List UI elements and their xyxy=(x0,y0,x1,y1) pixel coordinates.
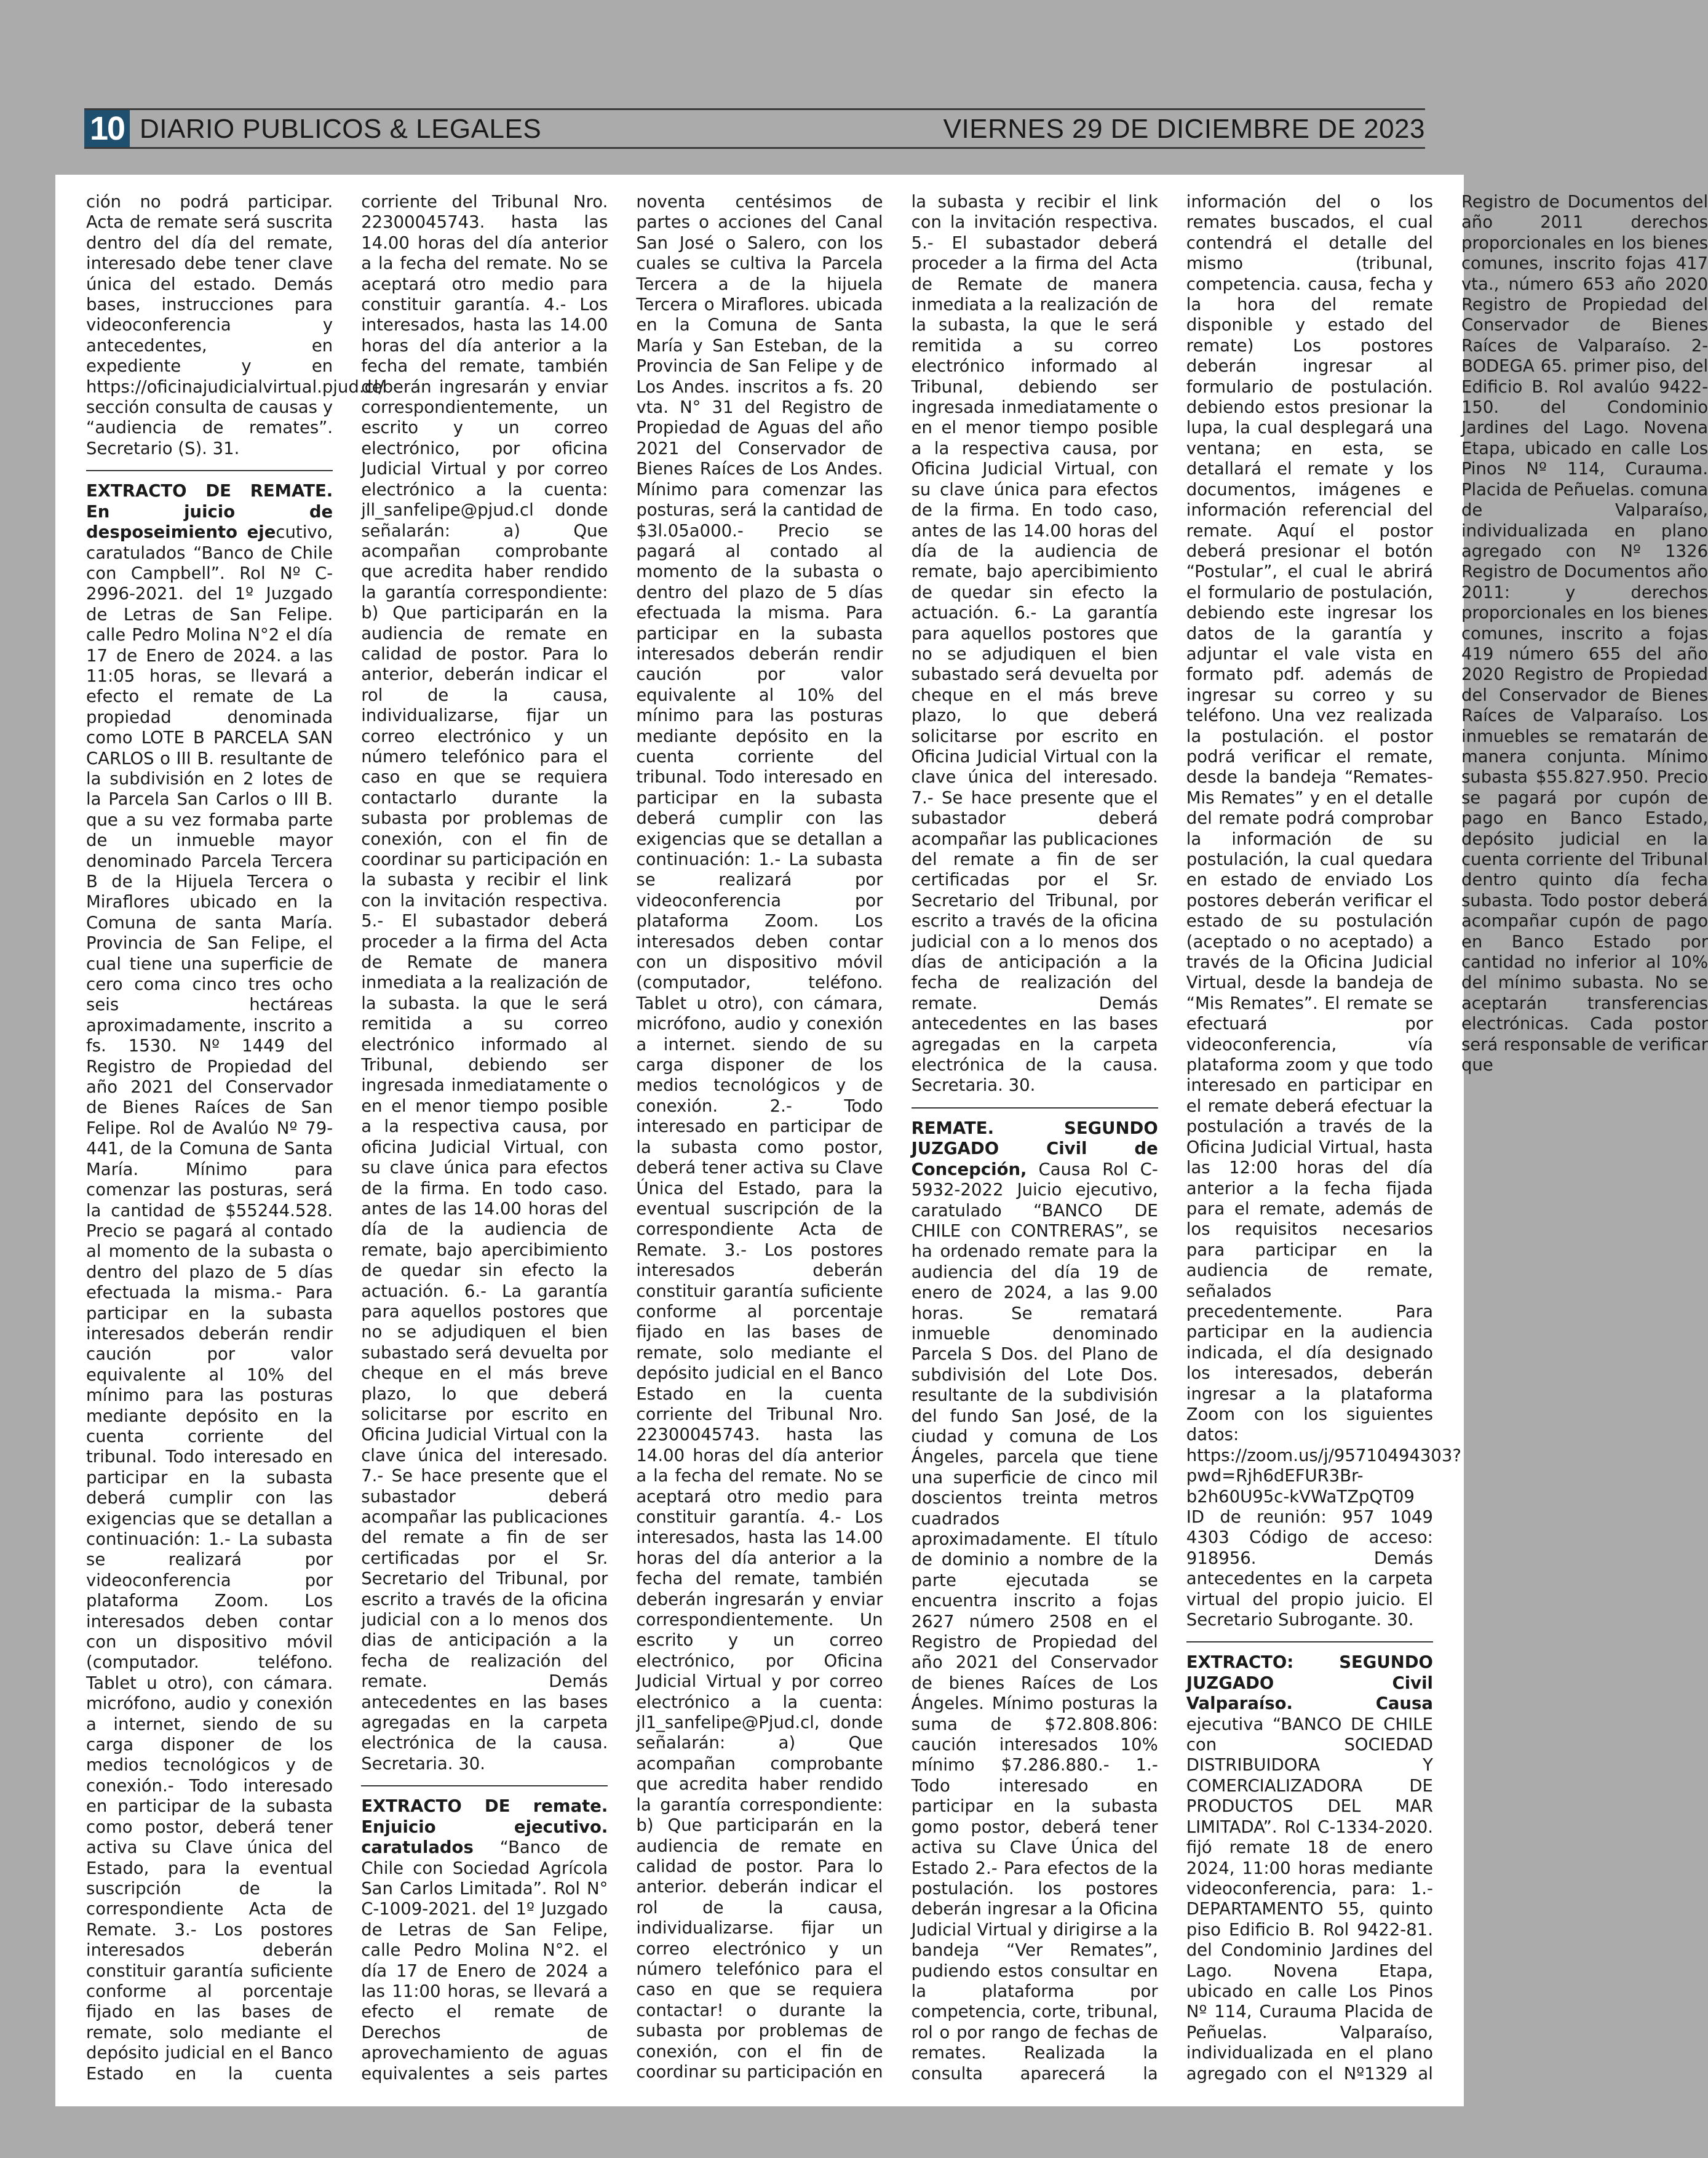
notice-body: ción no podrá participar. Acta de remate será suscrita dentro del día del remate, interesado debe tener clave única del estado. Demás bases, instrucciones para videoconferencia y antecedentes, en expediente y en https://oficinajudicialvirtual.pjud.cl/ sección consulta de causas y “audiencia de remates”. Secretario (S). 31. xyxy=(86,192,384,458)
publication-name: DIARIO PUBLICOS & LEGALES xyxy=(140,114,542,144)
notice-separator xyxy=(912,1107,1158,1109)
header-top-rule xyxy=(84,108,1425,110)
notice-body: cutivo, caratulados “Banco de Chile con Campbell”. Rol Nº C-2996-2021. del 1º Juzgado de Letras de San Felipe. calle Pedro Molina N°2 el día 17 de Enero de 2024. a las 11:05 horas, se llevará a efecto el remate de La propiedad denominada como LOTE B PARCELA SAN CARLOS o III B. resultante de la subdivisión en 2 lotes de la Parcela San Carlos o III B. que a su vez formaba parte de un inmueble mayor denominado Parcela Tercera B de la Hijuela Tercera o Miraflores ubicado en la Comuna de santa María. Provincia de San Felipe, el cual tiene una superficie de cero coma cinco tres ocho seis hectáreas aproximadamente, inscrito a fs. 1530. Nº 1449 del Registro de Propiedad del año 2021 del Conservador de Bienes Raíces de San Felipe. Rol de Avalúo Nº 79-441, de la Comuna de Santa María. Mínimo para comenzar las posturas, será la cantidad de $55244.528. Precio se pagará al contado al momento de la subasta o dentro del plazo de 5 días efectuada la misma.- Para participar en la subasta interesados deberán rendir caución por valor equivalente al 10% del mínimo para las posturas mediante depósito en la cuenta corriente del tribunal. Todo interesado en participar en la subasta deberá cumplir con las exigencias que se detallan a continuación: 1.- La subasta se realizará por videoconferencia por plataforma Zoom. Los interesados deben contar con un dispositivo móvil (computador. teléfono. Tablet u otro), con cámara. micrófono, audio y conexión a internet, siendo de su carga disponer de los medios tecnológicos y de conexión.- Todo interesado en participar de la subasta como postor, deberá tener activa su Clave única del Estado, para la eventual suscripción de la correspondiente Acta de Remate. 3.- Los postores interesados deberán constituir garantía suficiente conforme al porcentaje fijado en las bases de remate, solo mediante el depósito judicial en el Banco Estado en la cuenta corriente del Tribunal Nro. 22300045743. hasta las 14.00 horas del día anterior a la fecha del remate. No se aceptará otro medio para constituir garantía. 4.- Los interesados, hasta las 14.00 horas del día anterior a la fecha del remate, también deberán ingresarán y enviar correspondientemente, un escrito y un correo electrónico, por oficina Judicial Virtual y por correo electrónico a la cuenta: jll_sanfelipe@pjud.cl donde señalarán: a) Que acompañan comprobante que acredita haber rendido la garantía correspondiente: b) Que participarán en la audiencia de remate en calidad de postor. Para lo anterior, deberán indicar el rol de la causa, individualizarse, fijar un correo electrónico y un número telefónico para el caso en que se requiera contactarlo durante la subasta por problemas de conexión, con el fin de coordinar su participación en la subasta y recibir el link con la invitación respectiva. 5.- El subastador deberá proceder a la firma del Acta de Remate de manera inmediata a la realización de la subasta. la que le será remitida a su correo electrónico informado al Tribunal, debiendo ser ingresada inmediatamente o en el menor tiempo posible a la respectiva causa, por oficina Judicial Virtual, con su clave única para efectos de la firma. En todo caso. antes de las 14.00 horas del día de la audiencia de remate, bajo apercibimiento de quedar sin efecto la actuación. 6.- La garantía para aquellos postores que no se adjudiquen el bien subastado será devuelta por cheque en el más breve plazo, lo que deberá solicitarse por escrito en Oficina Judicial Virtual con la clave única del interesado. 7.- Se hace presente que el subastador deberá acompañar las publicaciones del remate a fin de ser certificadas por el Sr. Secretario del Tribunal, por escrito a través de la oficina judicial con a lo menos dos dias de anticipación a la fecha de realización del remate. Demás antecedentes en las bases agregadas en la carpeta electrónica de la causa. Secretaria. 30. xyxy=(86,192,608,2084)
notice-separator xyxy=(1186,1641,1433,1642)
page-number-badge: 10 xyxy=(84,110,130,147)
notice-title: EXTRACTO DE REMATE. En juicio de desposeimiento eje xyxy=(86,481,333,543)
page-header xyxy=(84,108,1425,149)
notice-title: EXTRACTO: SEGUNDO JUZGADO Civil Valparaíso. Causa xyxy=(1186,1652,1433,1714)
publication-date: VIERNES 29 DE DICIEMBRE DE 2023 xyxy=(943,114,1425,144)
notices-columns xyxy=(86,192,1708,2093)
notice-separator xyxy=(86,470,333,471)
notice-separator xyxy=(361,1785,608,1786)
notice-body: ejecutiva “BANCO DE CHILE con SOCIEDAD DISTRIBUIDORA Y COMERCIALIZADORA DE PRODUCTOS DEL MAR LIMITADA”. Rol C-1334-2020. fijó remate 18 de enero 2024, 11:00 horas mediante videoconferencia, para: 1.- DEPARTAMENTO 55, quinto piso Edificio B. Rol 9422-81. del Condominio Jardines del Lago. Novena Etapa, ubicado en calle Los Pinos Nº 114, Curauma Placida de Peñuelas. Valparaíso, individualizada en el plano agregado con el Nº1329 al Registro de Documentos del año 2011 derechos proporcionales en los bienes comunes, inscrito fojas 417 vta., número 653 año 2020 Registro de Propiedad del Conservador de Bienes Raíces de Valparaíso. 2- BODEGA 65. primer piso, del Edificio B. Rol avalúo 9422-150. del Condominio Jardines del Lago. Novena Etapa, ubicado en calle Los Pinos Nº 114, Curauma. Placida de Peñuelas. comuna de Valparaíso, individualizada en plano agregado con Nº 1326 Registro de Documentos año 2011: y derechos proporcionales en los bienes comunes, inscrito a fojas 419 número 655 del año 2020 Registro de Propiedad del Conservador de Bienes Raíces de Valparaíso. Los inmuebles se rematarán de manera conjunta. Mínimo subasta $55.827.950. Precio se pagará por cupón de pago en Banco Estado, depósito judicial en la cuenta corriente del Tribunal dentro quinto día fecha subasta. Todo postor deberá acompañar cupón de pago en Banco Estado por cantidad no inferior al 10% del mínimo subasta. No se aceptarán transferencias electrónicas. Cada postor será responsable de verificar que xyxy=(1186,192,1708,2084)
notice-title: EXTRACTO DE remate. Enjuicio ejecutivo. caratulados xyxy=(361,1796,608,1858)
notice-body: “Banco de Chile con Sociedad Agrícola San Carlos Limitada”. Rol N° C-1009-2021. del 1º Juzgado de Letras de San Felipe, calle Pedro Molina N°2. el día 17 de Enero de 2024 a las 11:00 horas, se llevará a efecto el remate de Derechos de aprovechamiento de aguas equivalentes a seis partes noventa centésimos de partes o acciones del Canal San José o Salero, con los cuales se cultiva la Parcela Tercera a de la hijuela Tercera o Miraflores. ubicada en la Comuna de Santa María y San Esteban, de la Provincia de San Felipe y de Los Andes. inscritos a fs. 20 vta. N° 31 del Registro de Propiedad de Aguas del año 2021 del Conservador de Bienes Raíces de Los Andes. Mínimo para comenzar las posturas, será la cantidad de $3l.05a000.- Precio se pagará al contado al momento de la subasta o dentro del plazo de 5 días efectuada la misma. Para participar en la subasta interesados deberán rendir caución por valor equivalente al 10% del mínimo para las posturas mediante depósito en la cuenta corriente del tribunal. Todo interesado en participar en la subasta deberá cumplir con las exigencias que se detallan a continuación: 1.- La subasta se realizará por videoconferencia por plataforma Zoom. Los interesados deben contar con un dispositivo móvil (computador, teléfono. Tablet u otro), con cámara, micrófono, audio y conexión a internet. siendo de su carga disponer de los medios tecnológicos y de conexión. 2.- Todo interesado en participar de la subasta como postor, deberá tener activa su Clave Única del Estado, para la eventual suscripción de la correspondiente Acta de Remate. 3.- Los postores interesados deberán constituir garantía suficiente conforme al porcentaje fijado en las bases de remate, solo mediante el depósito judicial en el Banco Estado en la cuenta corriente del Tribunal Nro. 22300045743. hasta las 14.00 horas del día anterior a la fecha del remate. No se aceptará otro medio para constituir garantía. 4.- Los interesados, hasta las 14.00 horas del día anterior a la fecha del remate, también deberán ingresarán y enviar correspondientemente. Un escrito y un correo electrónico, por Oficina Judicial Virtual y por correo electrónico a la cuenta: jl1_sanfelipe@Pjud.cl, donde señalarán: a) Que acompañan comprobante que acredita haber rendido la garantía correspondiente: b) Que participarán en la audiencia de remate en calidad de postor. Para lo anterior. deberán indicar el rol de la causa, individualizarse. fijar un correo electrónico y un número telefónico para el caso en que se requiera contactar! o durante la subasta por problemas de conexión, con el fin de coordinar su participación en la subasta y recibir el link con la invitación respectiva. 5.- El subastador deberá proceder a la firma del Acta de Remate de manera inmediata a la realización de la subasta, la que le será remitida a su correo electrónico informado al Tribunal, debiendo ser ingresada inmediatamente o en el menor tiempo posible a la respectiva causa, por Oficina Judicial Virtual, con su clave única para efectos de la firma. En todo caso, antes de las 14.00 horas del día de la audiencia de remate, bajo apercibimiento de quedar sin efecto la actuación. 6.- La garantía para aquellos postores que no se adjudiquen el bien subastado será devuelta por cheque en el más breve plazo, lo que deberá solicitarse por escrito en Oficina Judicial Virtual con la clave única del interesado. 7.- Se hace presente que el subastador deberá acompañar las publicaciones del remate a fin de ser certificadas por el Sr. Secretario del Tribunal, por escrito a través de la oficina judicial con a lo menos dos días de anticipación a la fecha de realización del remate. Demás antecedentes en las bases agregadas en la carpeta electrónica de la causa. Secretaria. 30. xyxy=(361,192,1158,2084)
notice-continuation xyxy=(86,192,384,459)
notice-body: Causa Rol C-5932-2022 Juicio ejecutivo, caratulado “BANCO DE CHILE con CONTRERAS”, se ha ordenado remate para la audiencia del día 19 de enero de 2024, a las 9.00 horas. Se rematará inmueble denominado Parcela S Dos. del Plano de subdivisión del Lote Dos. resultante de la subdivisión del fundo San José, de la ciudad y comuna de Los Ángeles, parcela que tiene una superficie de cinco mil doscientos treinta metros cuadrados aproximadamente. El título de dominio a nombre de la parte ejecutada se encuentra inscrito a fojas 2627 número 2508 en el Registro de Propiedad del año 2021 del Conservador de bienes Raíces de Los Ángeles. Mínimo posturas la suma de $72.808.806: caución interesados 10% mínimo $7.286.880.- 1.- Todo interesado en participar en la subasta gomo postor, deberá tener activa su Clave Única del Estado 2.- Para efectos de la postulación. los postores deberán ingresar a la Oficina Judicial Virtual y dirigirse a la bandeja “Ver Remates”, pudiendo estos consultar en la plataforma por competencia, corte, tribunal, rol o por rango de fechas de remates. Realizada la consulta aparecerá la información del o los remates buscados, el cual contendrá el detalle del mismo (tribunal, competencia. causa, fecha y la hora del remate disponible y estado del remate) Los postores deberán ingresar al formulario de postulación. debiendo estos presionar la lupa, la cual desplegará una ventana; en esta, se detallará el remate y los documentos, imágenes e información referencial del remate. Aquí el postor deberá presionar el botón “Postular”, el cual le abrirá el formulario de postulación, debiendo este ingresar los datos de la garantía y adjuntar el vale vista en formato pdf. además de ingresar su correo y su teléfono. Una vez realizada la postulación. el postor podrá verificar el remate, desde la bandeja “Remates- Mis Remates” y en el detalle del remate podrá comprobar la información de su postulación, la cual quedara en estado de enviado Los postores deberán verificar el estado de su postulación (aceptado o no aceptado) a través de la Oficina Judicial Virtual, desde la bandeja de “Mis Remates”. El remate se efectuará por videoconferencia, vía plataforma zoom y que todo interesado en participar en el remate deberá efectuar la postulación a través de la Oficina Judicial Virtual, hasta las 12:00 horas del día anterior a la fecha fijada para el remate, además de los requisitos necesarios para participar en la audiencia de remate, señalados precedentemente. Para participar en la audiencia indicada, el día designado los interesados, deberán ingresar a la plataforma Zoom con los siguientes datos: https://zoom.us/j/95710494303?pwd=Rjh6dEFUR3Br-b2h60U95c-kVWaTZpQT09 ID de reunión: 957 1049 4303 Código de acceso: 918956. Demás antecedentes en la carpeta virtual del propio juicio. El Secretario Subrogante. 30. xyxy=(911,192,1461,2084)
notice-title: REMATE. SEGUNDO JUZGADO Civil de Concepción, xyxy=(911,1118,1158,1179)
header-bottom-rule xyxy=(84,147,1425,149)
page-paper xyxy=(55,175,1708,2106)
